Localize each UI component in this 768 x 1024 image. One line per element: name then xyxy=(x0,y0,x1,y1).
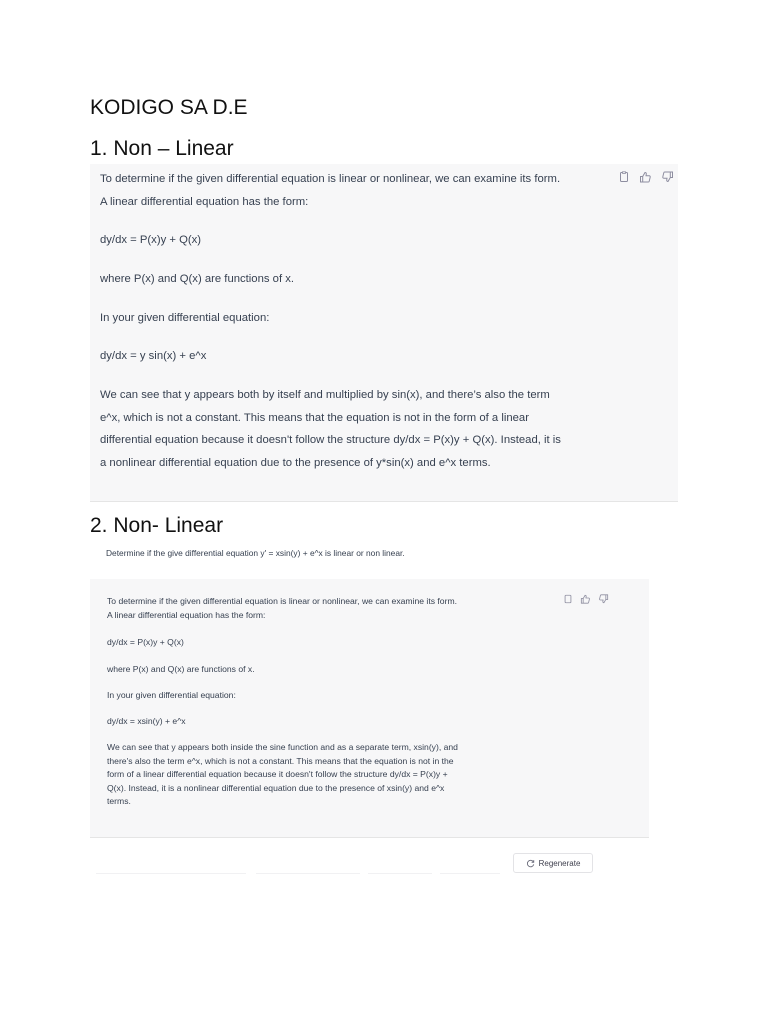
intro-line-2: A linear differential equation has the form: xyxy=(107,609,266,620)
regenerate-button[interactable] xyxy=(513,853,593,873)
explanation-line: e^x, which is not a constant. This means that the equation is not in the form of a linear xyxy=(100,411,529,424)
explanation-line: differential equation because it doesn't follow the structure dy/dx = P(x)y + Q(x). Instead, it is xyxy=(100,434,561,446)
explanation-line: form of a linear differential equation because it doesn't follow the structure dy/dx = P(x)y + xyxy=(107,769,448,779)
explanation-paragraph xyxy=(100,384,561,474)
where-line: where P(x) and Q(x) are functions of x. xyxy=(100,273,295,285)
linear-form-equation: dy/dx = P(x)y + Q(x) xyxy=(100,234,202,246)
where-line: where P(x) and Q(x) are functions of x. xyxy=(107,664,255,674)
given-label: In your given differential equation: xyxy=(107,690,236,700)
divider xyxy=(256,873,360,874)
regenerate-label: Regenerate xyxy=(538,858,581,868)
given-equation: dy/dx = xsin(y) + e^x xyxy=(107,716,186,726)
explanation-paragraph xyxy=(107,741,458,809)
explanation-line: there's also the term e^x, which is not a constant. This means that the equation is not in the xyxy=(107,755,454,766)
explanation-line: We can see that y appears both by itself and multiplied by sin(x), and there’s also the term xyxy=(100,389,550,401)
chat-answer-panel-1 xyxy=(90,164,678,502)
explanation-line: We can see that y appears both inside the sine function and as a separate term, xsin(y), and xyxy=(107,742,458,752)
answer-intro xyxy=(107,595,457,622)
section-heading-2: 2. Non- Linear xyxy=(90,514,224,537)
explanation-line: a nonlinear differential equation due to the presence of y*sin(x) and e^x terms. xyxy=(100,456,491,469)
document-title: KODIGO SA D.E xyxy=(90,96,248,119)
intro-line-1: To determine if the given differential equation is linear or nonlinear, we can examine its form. xyxy=(107,596,457,606)
intro-line-2: A linear differential equation has the form: xyxy=(100,195,309,208)
given-label: In your given differential equation: xyxy=(100,312,270,324)
user-question: Determine if the give differential equation y' = xsin(y) + e^x is linear or non linear. xyxy=(106,548,405,558)
divider xyxy=(96,873,246,874)
divider xyxy=(368,873,432,874)
answer-intro xyxy=(100,168,560,213)
intro-line-1: To determine if the given differential equation is linear or nonlinear, we can examine its form. xyxy=(100,173,561,185)
given-equation: dy/dx = y sin(x) + e^x xyxy=(100,350,207,362)
divider xyxy=(440,873,500,874)
message-actions xyxy=(618,171,674,183)
thumbs-down-icon[interactable] xyxy=(661,171,674,183)
thumbs-up-icon[interactable] xyxy=(580,594,591,604)
thumbs-up-icon[interactable] xyxy=(639,171,652,183)
copy-icon[interactable] xyxy=(618,171,630,183)
explanation-line: Q(x). Instead, it is a nonlinear differential equation due to the presence of xsin(y) and e^x xyxy=(107,782,445,793)
section-heading-1: 1. Non – Linear xyxy=(90,137,234,160)
thumbs-down-icon[interactable] xyxy=(598,594,609,604)
explanation-line: terms. xyxy=(107,796,131,806)
chat-answer-panel-2 xyxy=(90,579,649,838)
linear-form-equation: dy/dx = P(x)y + Q(x) xyxy=(107,637,184,647)
message-actions xyxy=(563,594,609,604)
copy-icon[interactable] xyxy=(563,594,573,604)
regenerate-icon xyxy=(526,859,535,868)
